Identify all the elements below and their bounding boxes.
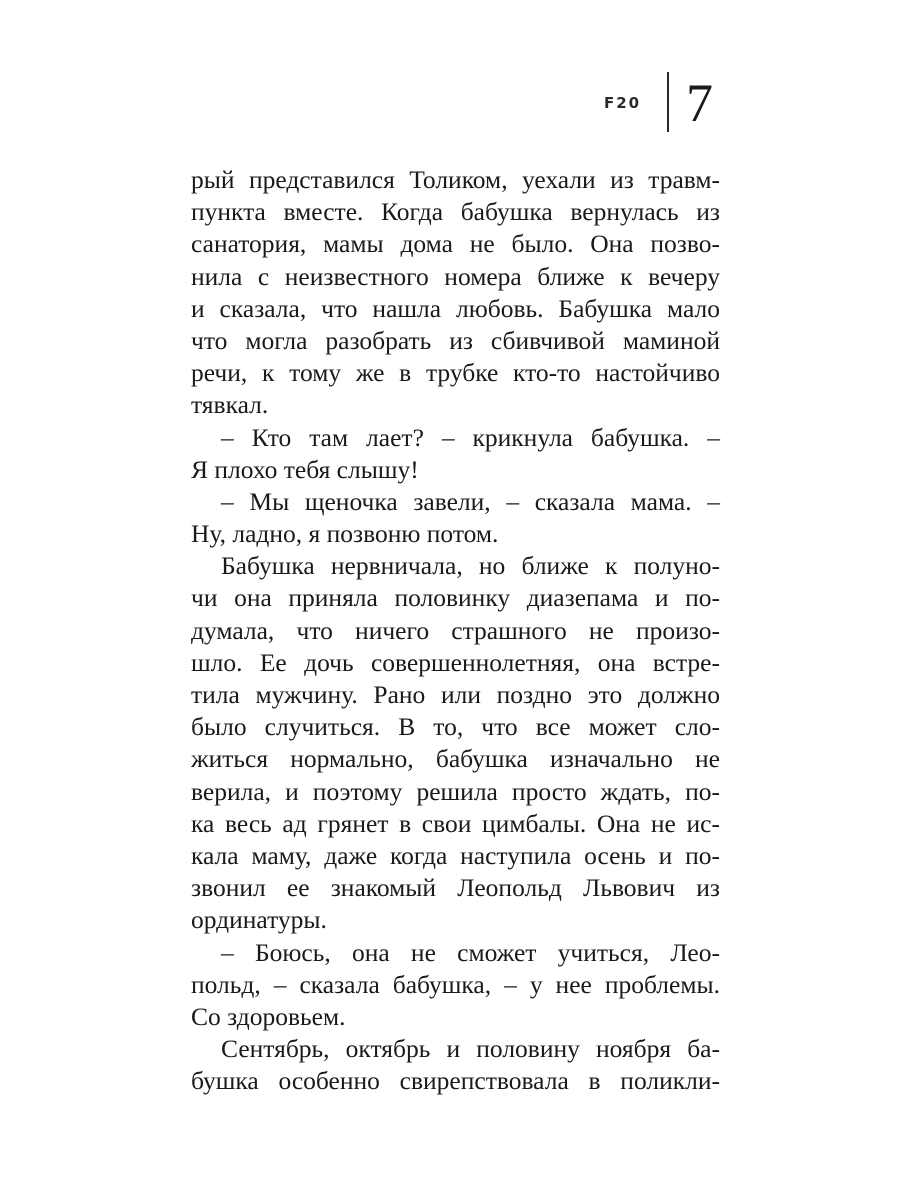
- text-line: Бабушка нервничала, но ближе к полуно-: [221, 551, 720, 581]
- page-header: [0, 72, 900, 136]
- text-line: бушка особенно свирепствовала в поликли-: [191, 1066, 720, 1096]
- text-line: нила с неизвестного номера ближе к вечеру: [191, 261, 720, 291]
- text-line: звонил ее знакомый Леопольд Львович из: [191, 873, 720, 903]
- text-line: Со здоровьем.: [191, 1001, 346, 1031]
- text-line: что могла разобрать из сбивчивой маминой: [191, 325, 720, 355]
- text-line: Ну, ладно, я позвоню потом.: [191, 519, 499, 549]
- text-line: житься нормально, бабушка изначально не: [191, 744, 720, 774]
- text-line: верила, и поэтому решила просто ждать, по-: [191, 776, 720, 806]
- text-line: тявкал.: [191, 390, 269, 420]
- header-divider: [667, 72, 669, 132]
- text-line: чи она приняла половинку диазепама и по-: [191, 583, 720, 613]
- text-line: пункта вместе. Когда бабушка вернулась из: [191, 197, 720, 227]
- text-line: кала маму, даже когда наступила осень и по-: [191, 840, 720, 870]
- body-text: [191, 164, 720, 1097]
- text-line: думала, что ничего страшного не произо-: [191, 615, 720, 645]
- text-line: рый представился Толиком, уехали из травм-: [191, 165, 720, 194]
- text-line: польд, – сказала бабушка, – у нее проблемы.: [191, 969, 720, 999]
- text-line: ка весь ад грянет в свои цимбалы. Она не ис-: [191, 808, 720, 838]
- text-line: Я плохо тебя слышу!: [191, 454, 419, 484]
- text-line: и сказала, что нашла любовь. Бабушка мало: [191, 293, 720, 323]
- text-line: санатория, мамы дома не было. Она позво-: [191, 229, 720, 259]
- text-line: шло. Ее дочь совершеннолетняя, она встре-: [191, 647, 720, 677]
- text-line: – Боюсь, она не сможет учиться, Лео-: [221, 937, 720, 967]
- text-line: тила мужчину. Рано или поздно это должно: [191, 680, 720, 709]
- text-line: ординатуры.: [191, 905, 327, 935]
- text-line: речи, к тому же в трубке кто-то настойчиво: [191, 358, 720, 388]
- running-title: F20: [604, 94, 642, 112]
- text-line: – Кто там лает? – крикнула бабушка. –: [221, 422, 720, 452]
- text-line: Сентябрь, октябрь и половину ноября ба-: [221, 1034, 720, 1064]
- text-line: было случиться. В то, что все может сло-: [191, 712, 720, 742]
- text-line: – Мы щеночка завели, – сказала мама. –: [221, 486, 720, 516]
- page-number: 7: [686, 73, 713, 133]
